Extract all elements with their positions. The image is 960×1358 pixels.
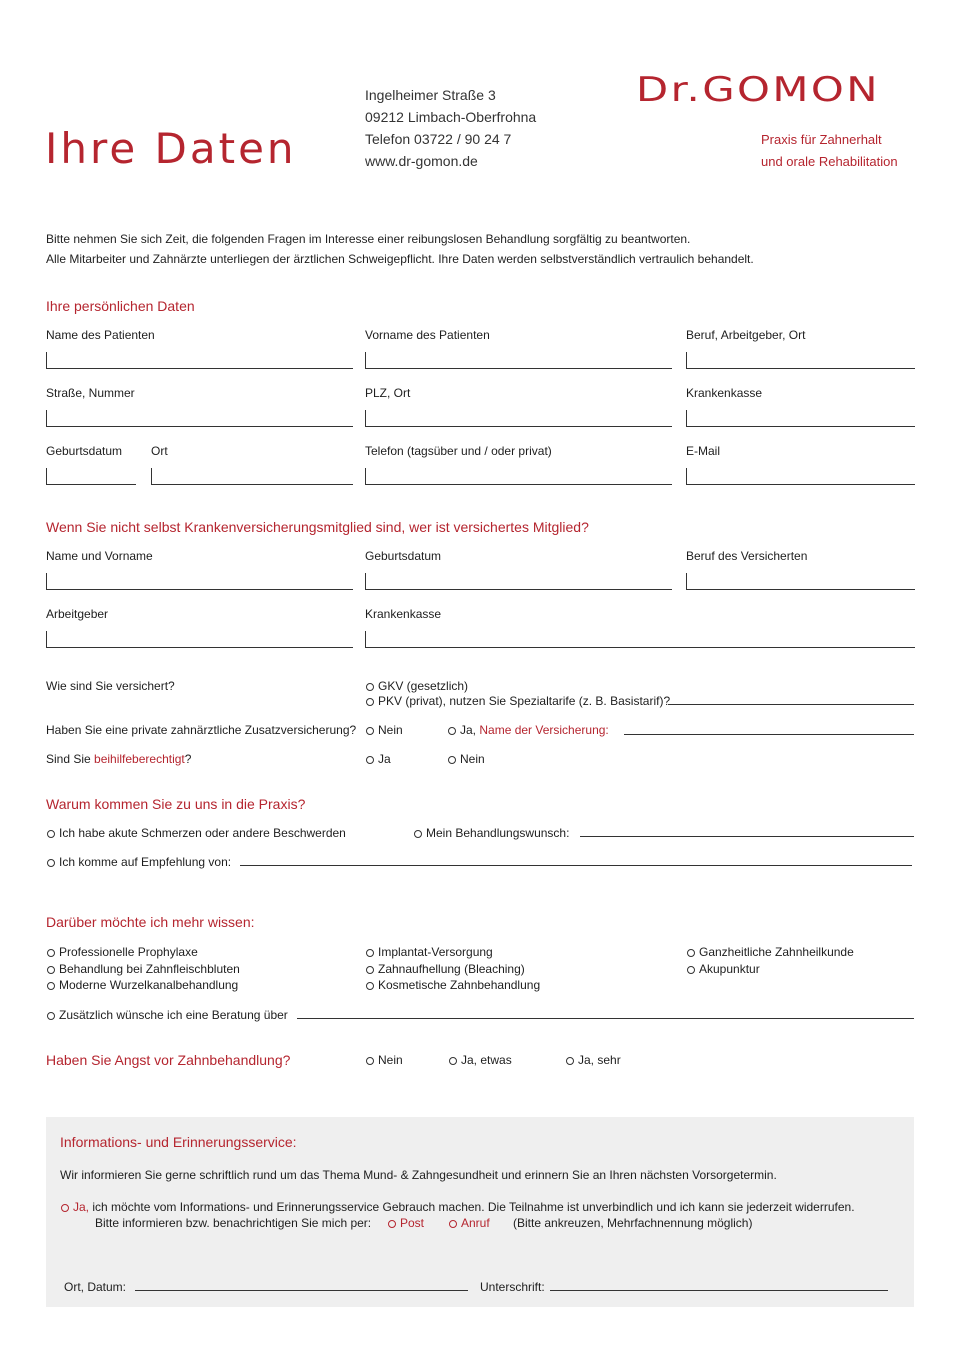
option-wunsch[interactable]: Mein Behandlungswunsch: — [414, 826, 569, 840]
radio-circle-icon — [366, 966, 374, 974]
label-unterschrift: Unterschrift: — [480, 1280, 545, 1294]
radio-circle-icon — [388, 1220, 396, 1228]
radio-circle-icon — [449, 1220, 457, 1228]
label-ins-name: Name und Vorname — [46, 549, 153, 563]
why-heading: Warum kommen Sie zu uns in die Praxis? — [46, 796, 306, 812]
geburt-field[interactable] — [46, 468, 136, 485]
label-name-versicherung: Name der Versicherung: — [479, 723, 609, 737]
label-ort-datum: Ort, Datum: — [64, 1280, 127, 1294]
radio-circle-icon — [566, 1057, 574, 1065]
wunsch-line[interactable] — [580, 836, 914, 837]
angst-heading: Haben Sie Angst vor Zahnbehandlung? — [46, 1052, 291, 1068]
radio-circle-icon — [687, 966, 695, 974]
radio-circle-icon — [47, 949, 55, 957]
intro-text — [46, 229, 754, 269]
option-ganzheitlich[interactable]: Ganzheitliche Zahnheilkunde — [687, 945, 854, 959]
ins-arbeitgeber-field[interactable] — [46, 631, 353, 648]
label-email: E-Mail — [686, 444, 721, 458]
plz-field[interactable] — [365, 410, 672, 427]
option-bleaching[interactable]: Zahnaufhellung (Bleaching) — [366, 962, 525, 976]
label-ort: Ort — [151, 444, 168, 458]
personal-heading: Ihre persönlichen Daten — [46, 298, 195, 314]
tagline-line-2: und orale Rehabilitation — [761, 154, 898, 169]
label-plz: PLZ, Ort — [365, 386, 411, 400]
address-street: Ingelheimer Straße 3 — [365, 87, 496, 103]
label-geburt: Geburtsdatum — [46, 444, 123, 458]
vorname-field[interactable] — [365, 352, 672, 369]
ins-geburt-field[interactable] — [365, 573, 672, 590]
option-wurzelkanal[interactable]: Moderne Wurzelkanalbehandlung — [47, 978, 238, 992]
label-telefon: Telefon (tagsüber und / oder privat) — [365, 444, 552, 458]
option-pkv[interactable]: PKV (privat), nutzen Sie Spezialtarife (z. B. Basistarif)? — [366, 694, 670, 708]
name-field[interactable] — [46, 352, 353, 369]
radio-circle-icon — [366, 698, 374, 706]
practice-address — [365, 84, 536, 172]
label-ins-kasse: Krankenkasse — [365, 607, 442, 621]
option-angst-sehr[interactable]: Ja, sehr — [566, 1053, 621, 1067]
option-angst-nein[interactable]: Nein — [366, 1053, 403, 1067]
radio-circle-icon — [61, 1204, 69, 1212]
address-city: 09212 Limbach-Oberfrohna — [365, 109, 537, 125]
address-phone: Telefon 03722 / 90 24 7 — [365, 131, 512, 147]
radio-circle-icon — [366, 1057, 374, 1065]
radio-circle-icon — [414, 830, 422, 838]
telefon-field[interactable] — [365, 468, 672, 485]
radio-circle-icon — [448, 727, 456, 735]
strasse-field[interactable] — [46, 410, 353, 427]
label-zusatz: Haben Sie eine private zahnärztliche Zusatzversicherung? — [46, 723, 357, 737]
more-heading: Darüber möchte ich mehr wissen: — [46, 914, 255, 930]
beruf-field[interactable] — [686, 352, 915, 369]
ins-kasse-field[interactable] — [365, 631, 915, 648]
beratung-line[interactable] — [297, 1018, 914, 1019]
option-zahnfleisch[interactable]: Behandlung bei Zahnfleischbluten — [47, 962, 240, 976]
email-field[interactable] — [686, 468, 915, 485]
option-angst-etwas[interactable]: Ja, etwas — [449, 1053, 512, 1067]
option-kosmetisch[interactable]: Kosmetische Zahnbehandlung — [366, 978, 540, 992]
versicherung-name-line[interactable] — [624, 734, 914, 735]
intro-line-1: Bitte nehmen Sie sich Zeit, die folgenden Fragen im Interesse einer reibungslosen Behandlung sorgfältig zu beantworten. — [46, 232, 691, 246]
radio-circle-icon — [448, 756, 456, 764]
kasse-field[interactable] — [686, 410, 915, 427]
ins-beruf-field[interactable] — [686, 573, 915, 590]
pkv-answer-line[interactable] — [668, 704, 914, 705]
radio-circle-icon — [366, 683, 374, 691]
radio-circle-icon — [47, 830, 55, 838]
label-ins-beruf: Beruf des Versicherten — [686, 549, 808, 563]
label-vorname: Vorname des Patienten — [365, 328, 490, 342]
service-per: Bitte informieren bzw. benachrichtigen Sie mich per: — [95, 1216, 372, 1230]
option-zusatz-ja[interactable]: Ja, Name der Versicherung: — [448, 723, 609, 737]
service-heading: Informations- und Erinnerungsservice: — [60, 1134, 297, 1150]
insured-heading: Wenn Sie nicht selbst Krankenversicherungsmitglied sind, wer ist versichertes Mitglied? — [46, 519, 589, 535]
page-title: Ihre Daten — [45, 124, 297, 173]
radio-circle-icon — [687, 949, 695, 957]
label-beruf: Beruf, Arbeitgeber, Ort — [686, 328, 806, 342]
option-gkv[interactable]: GKV (gesetzlich) — [366, 679, 468, 693]
service-text: Wir informieren Sie gerne schriftlich rund um das Thema Mund- & Zahngesundheit und erinnern Sie an Ihren nächsten Vorsorgetermin. — [60, 1168, 777, 1182]
option-schmerzen[interactable]: Ich habe akute Schmerzen oder andere Beschwerden — [47, 826, 346, 840]
radio-circle-icon — [366, 982, 374, 990]
service-consent: ich möchte vom Informations- und Erinnerungsservice Gebrauch machen. Die Teilnahme ist unverbindlich und ich kann sie jederzeit widerrufen. — [92, 1200, 855, 1214]
option-akupunktur[interactable]: Akupunktur — [687, 962, 760, 976]
option-beihilfe-ja[interactable]: Ja — [366, 752, 391, 766]
tagline-line-1: Praxis für Zahnerhalt — [761, 132, 882, 147]
logo — [636, 66, 886, 108]
option-beratung[interactable]: Zusätzlich wünsche ich eine Beratung über — [47, 1008, 288, 1022]
option-anruf[interactable]: Anruf — [449, 1216, 490, 1230]
radio-circle-icon — [366, 727, 374, 735]
label-versichert: Wie sind Sie versichert? — [46, 679, 175, 693]
radio-circle-icon — [449, 1057, 457, 1065]
logo-text: Dr.GOMON — [636, 70, 880, 108]
practice-tagline — [761, 129, 898, 173]
label-name: Name des Patienten — [46, 328, 155, 342]
label-beihilfe: Sind Sie beihilfeberechtigt? — [46, 752, 192, 766]
unterschrift-line[interactable] — [550, 1290, 888, 1291]
label-kasse: Krankenkasse — [686, 386, 763, 400]
radio-circle-icon — [47, 982, 55, 990]
radio-circle-icon — [366, 756, 374, 764]
radio-circle-icon — [47, 1012, 55, 1020]
ort-datum-line[interactable] — [135, 1290, 468, 1291]
option-implantat[interactable]: Implantat-Versorgung — [366, 945, 493, 959]
option-service-ja[interactable]: Ja, ich möchte vom Informations- und Erinnerungsservice Gebrauch machen. Die Teilnahme ist unverbindlich und ich kann sie jederzeit widerrufen. — [61, 1200, 855, 1214]
address-web[interactable]: www.dr-gomon.de — [365, 153, 478, 169]
option-zusatz-nein[interactable]: Nein — [366, 723, 403, 737]
option-prophylaxe[interactable]: Professionelle Prophylaxe — [47, 945, 198, 959]
label-strasse: Straße, Nummer — [46, 386, 135, 400]
ort-field[interactable] — [151, 468, 353, 485]
radio-circle-icon — [366, 949, 374, 957]
label-ins-geburt: Geburtsdatum — [365, 549, 442, 563]
option-empfehlung[interactable]: Ich komme auf Empfehlung von: — [47, 855, 231, 869]
empfehlung-line[interactable] — [240, 865, 912, 866]
radio-circle-icon — [47, 966, 55, 974]
service-hint: (Bitte ankreuzen, Mehrfachnennung möglich) — [513, 1216, 753, 1230]
option-post[interactable]: Post — [388, 1216, 424, 1230]
label-ins-arbeitgeber: Arbeitgeber — [46, 607, 109, 621]
ins-name-field[interactable] — [46, 573, 353, 590]
option-beihilfe-nein[interactable]: Nein — [448, 752, 485, 766]
intro-line-2: Alle Mitarbeiter und Zahnärzte unterliegen der ärztlichen Schweigepflicht. Ihre Daten werden selbstverständlich vertraulich behandelt. — [46, 252, 754, 266]
radio-circle-icon — [47, 859, 55, 867]
logo-mark — [636, 66, 886, 108]
